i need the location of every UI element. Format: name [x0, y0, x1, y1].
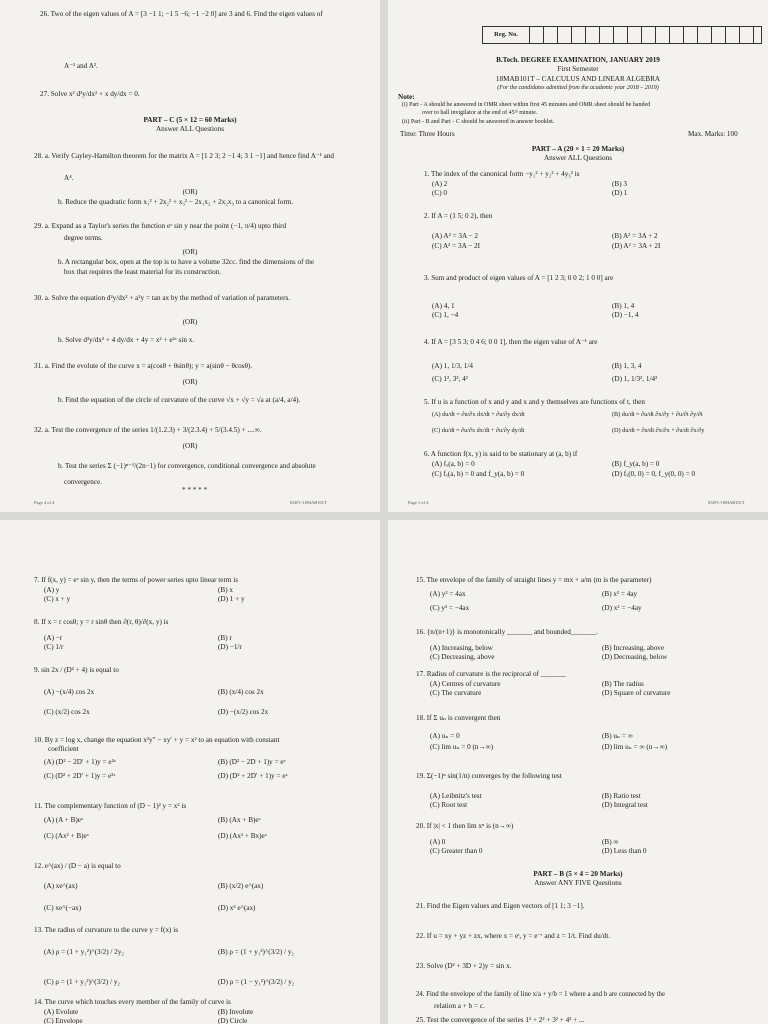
option-c: (C) Decreasing, above [430, 653, 495, 661]
question-23: 23. Solve (D² + 3D + 2)y = sin x. [416, 962, 512, 970]
reg-no-cell [558, 27, 572, 43]
option-d: (D) x² = −4ay [602, 604, 642, 612]
option-b: (B) (x/2) e^(ax) [218, 882, 264, 890]
question-24: 24. Find the envelope of the family of line x/a + y/b = 1 where a and b are connected by the [416, 991, 665, 998]
question-12: 12. e^(ax) / (D − a) is equal to [34, 862, 121, 870]
question-30a: 30. a. Solve the equation d²y/dx² + a²y = tan ax by the method of variation of parameters. [34, 294, 291, 302]
option-b: (B) 3 [612, 180, 627, 188]
option-b: (B) du/dt = ∂u/dt ∂x/∂y + ∂u/∂t ∂y/∂t [612, 411, 703, 418]
reg-no-label: Reg. No. [483, 27, 530, 43]
option-a: (A) y² = 4ax [430, 590, 466, 598]
note-label: Note: [398, 93, 415, 101]
option-c: (C) Envelope [44, 1017, 83, 1024]
option-a: (A) Evolute [44, 1008, 79, 1016]
option-c: (C) xe^(−ax) [44, 904, 82, 912]
question-19: 19. Σ(−1)ⁿ sin(1/n) converges by the following test [416, 772, 562, 780]
reg-no-cell [656, 27, 670, 43]
question-20: 20. If |x| < 1 then lim xⁿ is (n→∞) [416, 822, 514, 830]
option-c: (C) 0 [432, 189, 447, 197]
option-a: (A) y [44, 586, 60, 594]
course-title: 18MAB101T – CALCULUS AND LINEAR ALGEBRA [495, 75, 661, 83]
option-b: (B) uₙ = ∞ [602, 732, 633, 740]
option-d: (D) 1 + y [218, 595, 245, 603]
option-c: (C) The curvature [430, 689, 482, 697]
question-13: 13. The radius of curvature to the curve y = f(x) is [34, 926, 179, 934]
reg-no-cell [600, 27, 614, 43]
question-2: 2. If A = (1 5; 0 2), then [424, 212, 493, 220]
question-16: 16. {n/(n+1)} is monotonically _______ and bounded_______. [416, 628, 598, 636]
option-a: (A) xe^(ax) [44, 882, 78, 890]
reg-no-cell [670, 27, 684, 43]
or-label: (OR) [182, 378, 198, 386]
option-d: (D) 1, 1/3², 1/4² [612, 375, 658, 383]
option-d: (D) Less than 0 [602, 847, 647, 855]
question-24-cont: relation a + b = c. [434, 1002, 485, 1010]
question-27: 27. Solve x² d²y/dx² + x dy/dx = 0. [40, 90, 140, 98]
question-4: 4. If A = [3 5 3; 0 4 6; 0 0 1], then the eigen value of A⁻¹ are [424, 338, 598, 346]
option-c: (C) 1, −4 [432, 311, 459, 319]
question-6: 6. A function f(x, y) is said to be stationary at (a, b) if [424, 450, 578, 458]
exam-title: B.Tech. DEGREE EXAMINATION, JANUARY 2019 [496, 56, 660, 64]
page-4 [0, 0, 380, 512]
option-c: (C) x + y [44, 595, 71, 603]
option-a: (A) −r [44, 634, 63, 642]
option-d: (D) (Ax² + Bx)eˣ [218, 832, 267, 840]
part-b-title: PART – B (5 × 4 = 20 Marks) [533, 870, 623, 878]
question-14: 14. The curve which touches every member of the family of curve is [34, 998, 231, 1006]
option-a: (A) (D² − 2D′ + 1)y = e²ᶻ [44, 758, 116, 766]
option-d: (D) 1 [612, 189, 628, 197]
or-label: (OR) [182, 188, 198, 196]
page-footer-right: 03JF1-18MAB101T [708, 500, 745, 505]
option-b: (B) A² = 3A + 2 [612, 232, 658, 240]
note-i-cont: over to hall invigilator at the end of 45ᵗʰ minute. [422, 110, 538, 116]
question-9: 9. sin 2x / (D² + 4) is equal to [34, 666, 119, 674]
or-label: (OR) [182, 248, 198, 256]
part-a-subtitle: Answer ALL Questions [543, 154, 612, 162]
note-ii: (ii) Part - B and Part - C should be answered in answer booklet. [402, 119, 555, 125]
reg-no-cell [586, 27, 600, 43]
reg-no-cell [572, 27, 586, 43]
part-c-title: PART – C (5 × 12 = 60 Marks) [143, 116, 237, 124]
question-5: 5. If u is a function of x and y and x and y themselves are functions of t, then [424, 398, 645, 406]
time-label: Time: Three Hours [400, 130, 455, 138]
option-a: (A) Centres of curvature [430, 680, 501, 688]
option-b: (B) x² = 4ay [602, 590, 638, 598]
candidates-note: (For the candidates admitted from the academic year 2018 – 2019) [497, 85, 659, 91]
question-3: 3. Sum and product of eigen values of A = [1 2 3; 0 0 2; 1 0 0] are [424, 274, 614, 282]
page-3 [388, 520, 768, 1024]
page-2 [0, 520, 380, 1024]
question-31b: b. Find the equation of the circle of curvature of the curve √x + √y = √a at (a/4, a/4). [58, 396, 301, 404]
option-a: (A) fₓ(a, b) = 0 [432, 460, 475, 468]
question-7: 7. If f(x, y) = eˣ sin y, then the terms of power series upto linear term is [34, 576, 239, 584]
question-28a: 28. a. Verify Cayley-Hamilton theorem for the matrix A = [1 2 3; 2 −1 4; 3 1 −1] and hence find A⁻¹ and [34, 152, 335, 160]
option-b: (B) Increasing, above [602, 644, 665, 652]
option-b: (B) f_y(a, b) = 0 [612, 460, 660, 468]
option-c: (C) (x/2) cos 2x [44, 708, 90, 716]
question-29a-cont: degree terms. [64, 234, 103, 242]
option-c: (C) lim uₙ = 0 (n→∞) [430, 743, 494, 751]
part-c-subtitle: Answer ALL Questions [155, 125, 224, 133]
option-b: (B) x [218, 586, 233, 594]
option-d: (D) A² = 3A + 2I [612, 242, 661, 250]
question-18: 18. If Σ uₙ is convergent then [416, 714, 501, 722]
option-b: (B) 1, 3, 4 [612, 362, 642, 370]
option-a: (A) A² = 3A − 2 [432, 232, 478, 240]
question-26: 26. Two of the eigen values of A = [3 −1 1; −1 5 −6; −1 −2 0] are 3 and 6. Find the eigen values of [40, 10, 323, 18]
question-11: 11. The complementary function of (D − 1)² y = x² is [34, 802, 187, 810]
question-17: 17. Radius of curvature is the reciprocal of _______ [416, 670, 566, 678]
option-c: (C) y² = −4ax [430, 604, 470, 612]
option-a: (A) Increasing, below [430, 644, 493, 652]
reg-no-cell [684, 27, 698, 43]
option-d: (D) −1/r [218, 643, 242, 651]
question-10-cont: coefficient [48, 745, 79, 753]
option-c: (C) du/dt = ∂u/∂x dx/dt + ∂u/∂y dy/dt [432, 427, 525, 434]
page-footer-right: 03JF1-18MAB101T [290, 500, 327, 505]
or-label: (OR) [182, 318, 198, 326]
option-c: (C) (D² + 2D′ + 1)y = e²ᶻ [44, 772, 116, 780]
option-c: (C) fₓ(a, b) = 0 and f_y(a, b) = 0 [432, 470, 525, 478]
question-21: 21. Find the Eigen values and Eigen vectors of [1 1; 3 −1]. [416, 902, 585, 910]
reg-no-cell [726, 27, 740, 43]
option-b: (B) ρ = (1 + y₁²)^(3/2) / y₂ [218, 948, 294, 956]
option-d: (D) Decreasing, below [602, 653, 668, 661]
option-d: (D) du/dt = ∂u/dt ∂x/∂x + ∂u/dt ∂x/∂y [612, 427, 705, 434]
reg-no-cell [544, 27, 558, 43]
option-d: (D) Integral test [602, 801, 648, 809]
question-28a-cont: A⁴. [64, 174, 74, 182]
option-b: (B) (x/4) cos 2x [218, 688, 264, 696]
reg-no-cell [740, 27, 754, 43]
question-31a: 31. a. Find the evolute of the curve x = a(cosθ + θsinθ); y = a(sinθ − θcosθ). [34, 362, 253, 370]
option-c: (C) (Ax² + B)eˣ [44, 832, 89, 840]
page-footer-left: Page 1 of 4 [408, 500, 429, 505]
option-d: (D) x² e^(ax) [218, 904, 256, 912]
option-d: (D) lim uₙ = ∞ (n→∞) [602, 743, 668, 751]
option-d: (D) (D² + 2D′ + 1)y = eᶻ [218, 772, 288, 780]
option-c: (C) Greater than 0 [430, 847, 483, 855]
option-c: (C) A² = 3A − 2I [432, 242, 480, 250]
option-c: (C) 1², 3², 4² [432, 375, 468, 383]
option-c: (C) ρ = (1 + y₁²)^(3/2) / y₂ [44, 978, 120, 986]
option-a: (A) (A + B)eˣ [44, 816, 84, 824]
question-26-cont: A⁻¹ and A². [64, 62, 98, 70]
question-29b: b. A rectangular box, open at the top is to have a volume 32cc. find the dimensions of the [58, 258, 315, 266]
question-22: 22. If u = xy + yz + zx, where x = eᵗ, y = e⁻ᵗ and z = 1/t. Find du/dt. [416, 932, 611, 940]
reg-no-cell [628, 27, 642, 43]
part-a-title: PART – A (20 × 1 = 20 Marks) [531, 145, 625, 153]
option-c: (C) 1/r [44, 643, 64, 651]
option-b: (B) Involute [218, 1008, 254, 1016]
option-a: (A) 0 [430, 838, 446, 846]
semester: First Semester [557, 65, 599, 73]
part-b-subtitle: Answer ANY FIVE Questions [534, 879, 622, 887]
option-a: (A) 1, 1/3, 1/4 [432, 362, 473, 370]
option-d: (D) −(x/2) cos 2x [218, 708, 269, 716]
question-32b-cont: convergence. [64, 478, 102, 486]
question-29a: 29. a. Expand as a Taylor's series the function eˣ sin y near the point (−1, π/4) upto third [34, 222, 287, 230]
page-footer-left: Page 4 of 4 [34, 500, 55, 505]
option-b: (B) Ratio test [602, 792, 641, 800]
option-a: (A) uₙ = 0 [430, 732, 460, 740]
reg-no-cell [698, 27, 712, 43]
option-b: (B) 1, 4 [612, 302, 635, 310]
option-a: (A) 4, 1 [432, 302, 455, 310]
question-32b: b. Test the series Σ (−1)ⁿ⁻¹/(2n−1) for convergence, conditional convergence and absolute [58, 462, 316, 470]
question-29b-cont: box that requires the least material for its construction. [64, 268, 222, 276]
question-30b: b. Solve d²y/dx² + 4 dy/dx + 4y = x² + e²ˣ sin x. [58, 336, 195, 344]
option-d: (D) ρ = (1 − y₁²)^(3/2) / y₂ [218, 978, 295, 986]
option-d: (D) fₓ(0, 0) = 0, f_y(0, 0) = 0 [612, 470, 696, 478]
reg-no-cell [530, 27, 544, 43]
option-b: (B) (D² − 2D + 1)y = eᶻ [218, 758, 286, 766]
reg-no-box [482, 26, 762, 44]
reg-no-cell [614, 27, 628, 43]
option-a: (A) ρ = (1 + y₁²)^(3/2) / 2y₂ [44, 948, 124, 956]
end-stars: * * * * * [182, 486, 208, 494]
or-label: (OR) [182, 442, 198, 450]
option-d: (D) Square of curvature [602, 689, 671, 697]
reg-no-cell [712, 27, 726, 43]
max-marks: Max. Marks: 100 [688, 130, 738, 138]
question-15: 15. The envelope of the family of straight lines y = mx + a/m (m is the parameter) [416, 576, 652, 584]
option-b: (B) The radius [602, 680, 644, 688]
question-28b: b. Reduce the quadratic form x₁² + 2x₂² + x₃² − 2x₁x₂ + 2x₂x₃ to a canonical form. [58, 198, 294, 206]
question-1: 1. The index of the canonical form −y₁² + y₂² + 4y₃² is [424, 170, 580, 178]
option-a: (A) Leibnitz's test [430, 792, 482, 800]
option-b: (B) r [218, 634, 232, 642]
option-c: (C) Root test [430, 801, 468, 809]
option-d: (D) −1, 4 [612, 311, 639, 319]
reg-no-cell [642, 27, 656, 43]
page-1 [388, 0, 768, 512]
option-b: (B) (Ax + B)eˣ [218, 816, 261, 824]
note-i: (i) Part - A should be answered in OMR sheet within first 45 minutes and OMR sheet should be handed [402, 102, 651, 108]
question-8: 8. If x = r cosθ; y = r sinθ then ∂(r, θ)/∂(x, y) is [34, 618, 169, 626]
option-d: (D) Circle [218, 1017, 248, 1024]
option-a: (A) du/dt = ∂u/∂x dx/dt + ∂u/∂y dx/dt [432, 411, 525, 418]
option-a: (A) −(x/4) cos 2x [44, 688, 95, 696]
question-25: 25. Test the convergence of the series 1² + 2² + 3² + 4² + ... [416, 1016, 585, 1024]
option-b: (B) ∞ [602, 838, 619, 846]
question-10: 10. By z = log x, change the equation x²y″ − xy′ + y = x² to an equation with constant [34, 736, 280, 744]
question-32a: 32. a. Test the convergence of the series 1/(1.2.3) + 3/(2.3.4) + 5/(3.4.5) + ....∞. [34, 426, 262, 434]
option-a: (A) 2 [432, 180, 448, 188]
